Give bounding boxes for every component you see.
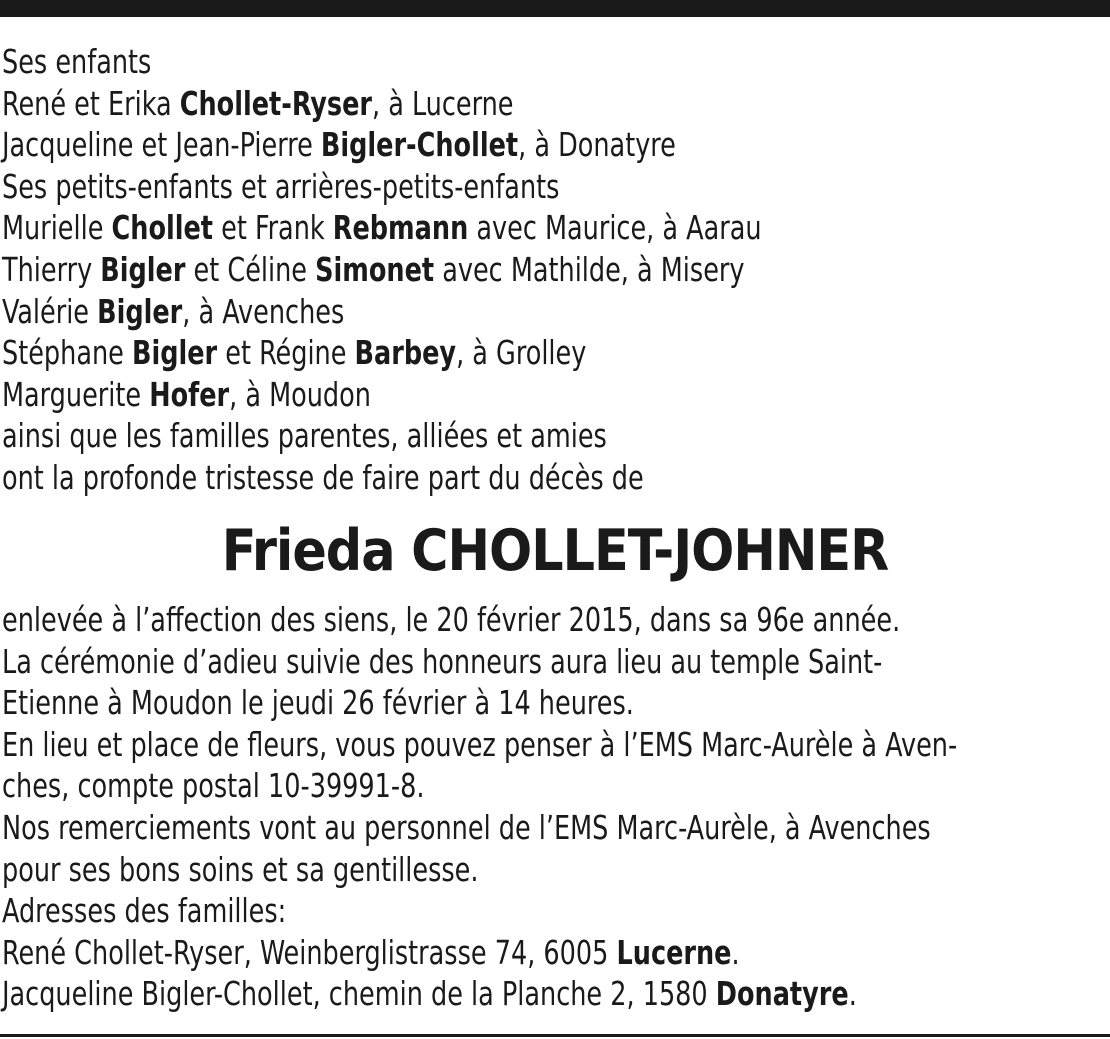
text: , à Moudon [229, 374, 371, 414]
text: , à Grolley [456, 333, 587, 373]
text: Stéphane [2, 333, 132, 373]
family-line [2, 124, 951, 166]
surname: Bigler [131, 333, 218, 373]
family-line [2, 374, 951, 416]
surname: Bigler [97, 291, 183, 331]
surname: Bigler [100, 249, 186, 289]
surname: Simonet [315, 249, 435, 289]
details-line: Nos remerciements vont au personnel de l’EMS Marc-Aurèle, à Avenches [2, 807, 931, 847]
text: avec Mathilde, à Misery [434, 249, 745, 289]
text: Jacqueline Bigler-Chollet, chemin de la Planche 2, 1580 [2, 974, 716, 1014]
details-line: En lieu et place de fleurs, vous pouvez penser à l’EMS Marc-Aurèle à Aven- [2, 724, 958, 764]
details-line: Etienne à Moudon le jeudi 26 février à 14 heures. [2, 683, 634, 723]
text: et Régine [217, 333, 355, 373]
text: René et Erika [2, 83, 180, 123]
surname: Hofer [149, 374, 230, 414]
family-line [2, 249, 951, 291]
details-text [2, 599, 1106, 1015]
relatives-line: ainsi que les familles parentes, alliées et amies [2, 416, 607, 456]
grandchildren-heading: Ses petits-enfants et arrières-petits-enfants [2, 166, 560, 206]
text: Valérie [2, 291, 98, 331]
text: . [731, 932, 740, 972]
details-line: ches, compte postal 10-39991-8. [2, 766, 425, 806]
details-line: La cérémonie d’adieu suivie des honneurs aura lieu au temple Saint- [2, 641, 883, 681]
family-intro: Ses enfants [2, 42, 152, 81]
announcement-line: ont la profonde tristesse de faire part du décès de [2, 457, 644, 497]
address-line [2, 973, 951, 1015]
text: et Céline [185, 249, 316, 289]
details-line: enlevée à l’affection des siens, le 20 février 2015, dans sa 96e année. [2, 600, 901, 639]
surname: Rebmann [332, 208, 469, 248]
deceased-name: Frieda CHOLLET-JOHNER [221, 518, 889, 584]
family-line [2, 83, 951, 125]
text: Thierry [2, 249, 101, 289]
city: Donatyre [715, 974, 849, 1014]
details-line: pour ses bons soins et sa gentillesse. [2, 849, 479, 889]
text: et Frank [213, 208, 333, 248]
text: , à Avenches [182, 291, 345, 331]
surname: Chollet [111, 208, 214, 248]
text: Murielle [2, 208, 112, 248]
top-rule [0, 0, 1110, 17]
text: avec Maurice, à Aarau [468, 208, 762, 248]
surname: Barbey [354, 333, 457, 373]
text: , à Lucerne [372, 83, 514, 123]
bottom-rule [0, 1034, 1110, 1037]
text: . [848, 974, 857, 1014]
address-line [2, 932, 951, 974]
text: Jacqueline et Jean-Pierre [2, 125, 321, 165]
surname: Bigler-Chollet [320, 125, 519, 165]
surname: Chollet-Ryser [179, 83, 373, 123]
family-line [2, 207, 951, 249]
addresses-heading: Adresses des familles: [2, 891, 287, 931]
family-line [2, 332, 951, 374]
text: , à Donatyre [518, 125, 676, 165]
text: René Chollet-Ryser, Weinberglistrasse 74, 6005 [2, 932, 617, 972]
family-list [2, 41, 1106, 499]
city: Lucerne [616, 932, 732, 972]
family-line [2, 291, 951, 333]
text: Marguerite [2, 374, 150, 414]
